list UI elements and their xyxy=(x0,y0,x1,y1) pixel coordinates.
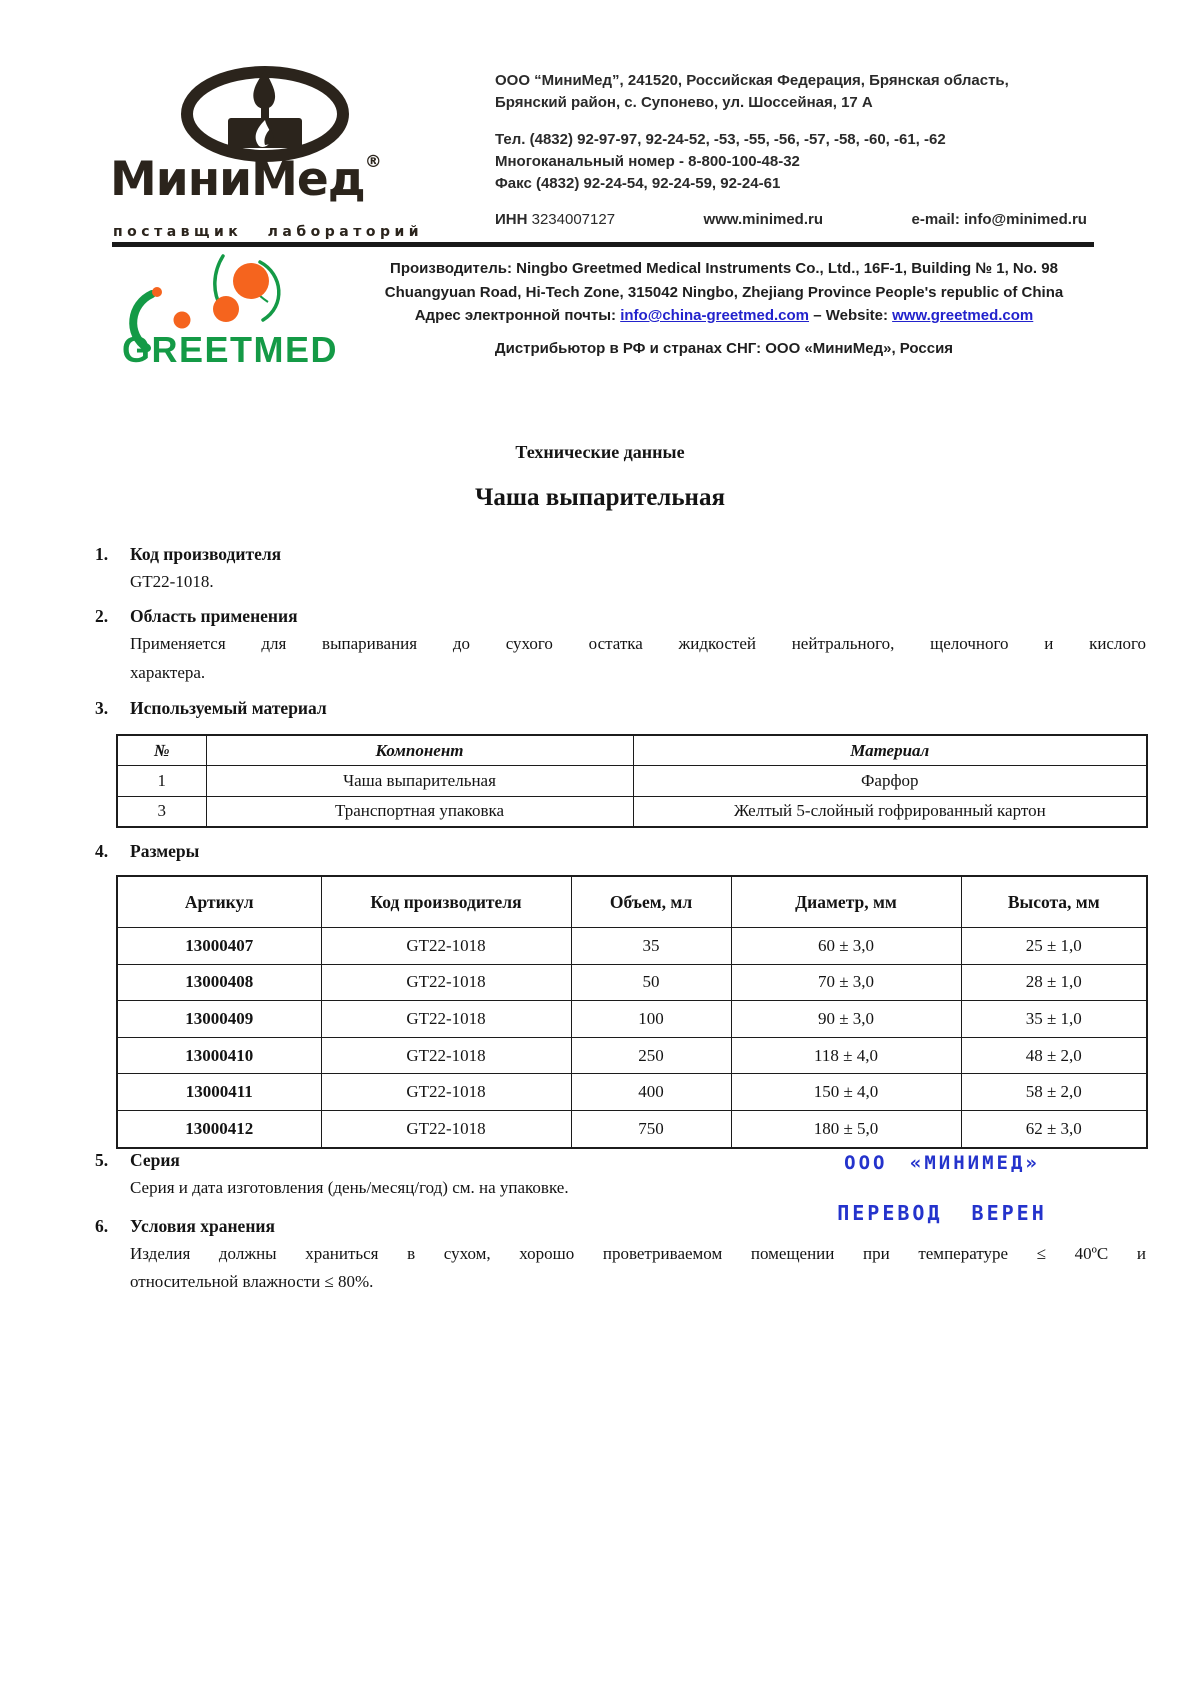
table-row xyxy=(117,766,1147,797)
section-6-line-2: относительной влажности ≤ 80%. xyxy=(130,1272,374,1291)
cell-diameter: 180 ± 5,0 xyxy=(731,1110,961,1147)
cell-height: 28 ± 1,0 xyxy=(961,964,1147,1001)
cell-height: 25 ± 1,0 xyxy=(961,928,1147,965)
manufacturer-separator: – Website: xyxy=(809,307,893,324)
col-header-material: Материал xyxy=(633,735,1147,766)
cell-code: GT22-1018 xyxy=(321,1001,571,1038)
translation-stamp: ПЕРЕВОД ВЕРЕН xyxy=(837,1201,1047,1225)
table-row xyxy=(117,796,1147,827)
manufacturer-email-label: Адрес электронной почты: xyxy=(414,307,621,324)
brand-tagline: поставщик лабораторий xyxy=(113,224,424,240)
table-row xyxy=(117,1110,1147,1147)
minimed-wordmark xyxy=(110,152,420,207)
materials-table xyxy=(116,734,1148,828)
section-2-line-2: характера. xyxy=(130,663,206,682)
distributor-line: Дистрибьютор в РФ и странах СНГ: ООО «МиниМед», Россия xyxy=(494,339,954,357)
cell-diameter: 118 ± 4,0 xyxy=(731,1037,961,1074)
cell-sku: 13000407 xyxy=(117,928,321,965)
section-4-title: Размеры xyxy=(130,841,200,861)
minimed-website: www.minimed.ru xyxy=(703,211,824,228)
col-header-num: № xyxy=(117,735,206,766)
letterhead-divider xyxy=(112,242,1094,247)
table-row xyxy=(117,928,1147,965)
cell-volume: 750 xyxy=(571,1110,731,1147)
cell-component: Транспортная упаковка xyxy=(206,796,633,827)
cell-height: 35 ± 1,0 xyxy=(961,1001,1147,1038)
section-5-title: Серия xyxy=(130,1150,180,1170)
cell-volume: 35 xyxy=(571,928,731,965)
manufacturer-contacts xyxy=(368,304,1080,328)
section-5-number: 5. xyxy=(95,1150,109,1170)
cell-code: GT22-1018 xyxy=(321,1074,571,1111)
inn-number xyxy=(495,211,615,228)
cell-sku: 13000409 xyxy=(117,1001,321,1038)
cell-sku: 13000412 xyxy=(117,1110,321,1147)
cell-code: GT22-1018 xyxy=(321,928,571,965)
section-2-title: Область применения xyxy=(130,606,298,626)
manufacturer-website-link[interactable]: www.greetmed.com xyxy=(892,307,1034,324)
section-1-number: 1. xyxy=(95,544,109,564)
section-1-title: Код производителя xyxy=(130,544,282,564)
section-6-number: 6. xyxy=(95,1216,109,1236)
section-2-number: 2. xyxy=(95,606,109,626)
section-6-title: Условия хранения xyxy=(130,1216,275,1236)
address-line-2: Брянский район, с. Супонево, ул. Шоссейная, 17 А xyxy=(495,94,873,111)
cell-material: Фарфор xyxy=(633,766,1147,797)
phone-line-2: Многоканальный номер - 8-800-100-48-32 xyxy=(495,153,800,170)
section-2-line-1: Применяется для выпаривания до сухого остатка жидкостей нейтрального, щелочного и кислого xyxy=(130,634,1146,653)
col-header-height: Высота, мм xyxy=(961,876,1147,928)
brand-name: МиниМед xyxy=(110,152,365,207)
registered-mark: ® xyxy=(364,152,382,172)
section-6-line-1: Изделия должны храниться в сухом, хорошо проветриваемом помещении при температуре ≤ 40ºС и xyxy=(130,1244,1146,1263)
col-header-volume: Объем, мл xyxy=(571,876,731,928)
document-title: Технические данные xyxy=(515,442,685,462)
cell-volume: 50 xyxy=(571,964,731,1001)
contact-block xyxy=(495,70,1095,195)
cell-component: Чаша выпарительная xyxy=(206,766,633,797)
col-header-code: Код производителя xyxy=(321,876,571,928)
table-row xyxy=(117,1074,1147,1111)
cell-volume: 100 xyxy=(571,1001,731,1038)
cell-code: GT22-1018 xyxy=(321,964,571,1001)
cell-material: Желтый 5-слойный гофрированный картон xyxy=(633,796,1147,827)
col-header-component: Компонент xyxy=(206,735,633,766)
manufacturer-line-2: Chuangyuan Road, Hi-Tech Zone, 315042 Ningbo, Zhejiang Province People's republic of China xyxy=(384,283,1064,301)
section-5-body: Серия и дата изготовления (день/месяц/год) см. на упаковке. xyxy=(130,1178,569,1197)
product-title: Чаша выпарительная xyxy=(475,484,725,511)
cell-diameter: 90 ± 3,0 xyxy=(731,1001,961,1038)
materials-header-row xyxy=(117,735,1147,766)
cell-diameter: 150 ± 4,0 xyxy=(731,1074,961,1111)
manufacturer-block xyxy=(368,257,1080,360)
inn-label: ИНН xyxy=(495,211,528,228)
manufacturer-line-1: Производитель: Ningbo Greetmed Medical Instruments Co., Ltd., 16F-1, Building № 1, No. 98 xyxy=(390,260,1058,277)
greetmed-logo-text: GREETMED xyxy=(122,329,339,370)
cell-sku: 13000410 xyxy=(117,1037,321,1074)
cell-height: 58 ± 2,0 xyxy=(961,1074,1147,1111)
cell-sku: 13000411 xyxy=(117,1074,321,1111)
section-1-heading xyxy=(95,544,1145,565)
phone-line-1: Тел. (4832) 92-97-97, 92-24-52, -53, -55, -56, -57, -58, -60, -61, -62 xyxy=(495,131,946,148)
table-row xyxy=(117,1037,1147,1074)
table-row xyxy=(117,1001,1147,1038)
manufacturer-email-link[interactable]: info@china-greetmed.com xyxy=(620,307,810,324)
greetmed-logo-icon xyxy=(120,250,358,375)
cell-num: 1 xyxy=(117,766,206,797)
cell-sku: 13000408 xyxy=(117,964,321,1001)
col-header-sku: Артикул xyxy=(117,876,321,928)
section-1-body: GT22-1018. xyxy=(130,572,214,591)
cell-volume: 400 xyxy=(571,1074,731,1111)
section-4-number: 4. xyxy=(95,841,109,861)
cell-diameter: 60 ± 3,0 xyxy=(731,928,961,965)
section-2-heading xyxy=(95,606,1145,627)
cell-diameter: 70 ± 3,0 xyxy=(731,964,961,1001)
cell-volume: 250 xyxy=(571,1037,731,1074)
section-3-number: 3. xyxy=(95,698,109,718)
section-3-title: Используемый материал xyxy=(130,698,327,718)
table-row xyxy=(117,964,1147,1001)
cell-num: 3 xyxy=(117,796,206,827)
cell-code: GT22-1018 xyxy=(321,1110,571,1147)
dimensions-table xyxy=(116,875,1148,1149)
inn-row xyxy=(495,211,1087,228)
inn-value: 3234007127 xyxy=(531,211,616,228)
section-4-heading xyxy=(95,841,1145,862)
cell-height: 62 ± 3,0 xyxy=(961,1110,1147,1147)
section-6-heading xyxy=(95,1216,1145,1237)
cell-height: 48 ± 2,0 xyxy=(961,1037,1147,1074)
company-stamp: ООО «МИНИМЕД» xyxy=(844,1152,1040,1174)
address-line-1: ООО “МиниМед”, 241520, Российская Федерация, Брянская область, xyxy=(495,72,1009,89)
dimensions-header-row xyxy=(117,876,1147,928)
fax-line: Факс (4832) 92-24-54, 92-24-59, 92-24-61 xyxy=(495,175,781,192)
col-header-diameter: Диаметр, мм xyxy=(731,876,961,928)
section-3-heading xyxy=(95,698,1145,719)
minimed-email: e-mail: info@minimed.ru xyxy=(911,211,1087,228)
cell-code: GT22-1018 xyxy=(321,1037,571,1074)
